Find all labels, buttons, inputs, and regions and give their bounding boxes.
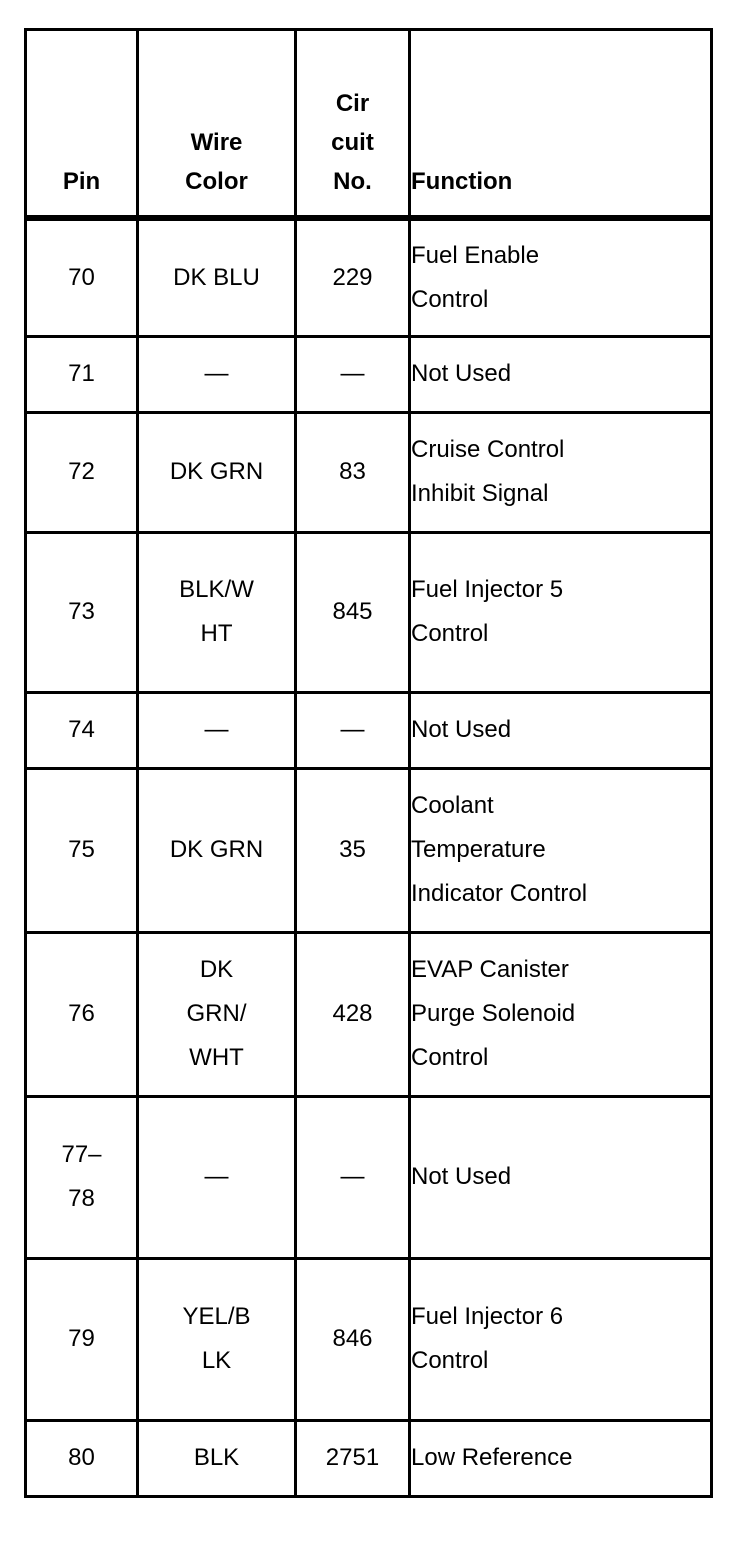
function-cell — [410, 1420, 712, 1496]
function-cell-line: Temperature — [411, 836, 546, 863]
wire-color-cell — [138, 218, 296, 336]
circuit-cell — [296, 218, 410, 336]
pin-cell — [26, 768, 138, 932]
function-cell-line: Control — [411, 1347, 489, 1374]
pinout-table — [24, 28, 713, 1498]
function-cell-line: Fuel Enable — [411, 241, 540, 269]
function-cell-line: Fuel Injector 6 — [411, 1303, 564, 1330]
pin-cell — [26, 336, 138, 412]
wire-color-cell — [138, 932, 296, 1096]
header-wire-line: Wire — [190, 129, 243, 156]
table-row — [26, 218, 712, 336]
pin-cell — [26, 1420, 138, 1496]
function-cell — [410, 412, 712, 532]
header-circuit-no — [296, 30, 410, 219]
function-cell — [410, 336, 712, 412]
table-row — [26, 1258, 712, 1420]
function-cell-line: Fuel Injector 5 — [411, 576, 564, 603]
circuit-cell-line: — — [340, 1163, 365, 1190]
function-cell — [410, 218, 712, 336]
wire-color-cell — [138, 412, 296, 532]
wire-color-cell-line: YEL/B — [182, 1303, 251, 1330]
wire-color-cell — [138, 1420, 296, 1496]
header-pin — [26, 30, 138, 219]
function-cell-line: Control — [411, 285, 489, 313]
circuit-cell-line: 35 — [339, 836, 366, 863]
table-row — [26, 412, 712, 532]
function-cell — [410, 768, 712, 932]
circuit-cell — [296, 692, 410, 768]
table-row — [26, 932, 712, 1096]
circuit-cell-line: 845 — [332, 598, 373, 625]
table-row — [26, 532, 712, 692]
wire-color-cell-line: DK GRN — [169, 458, 264, 485]
header-circuit-line: No. — [333, 168, 372, 195]
pin-cell-line: 74 — [68, 716, 95, 743]
pin-cell-line: 76 — [68, 1000, 95, 1027]
wire-color-cell-line: BLK — [193, 1444, 240, 1471]
pin-cell — [26, 1096, 138, 1258]
function-cell-line: Low Reference — [411, 1444, 573, 1471]
wire-color-cell — [138, 336, 296, 412]
wire-color-cell-line: — — [204, 1163, 229, 1190]
table-row — [26, 1096, 712, 1258]
function-cell-line: Indicator Control — [411, 880, 588, 907]
header-circuit-line: Cir — [335, 90, 370, 117]
circuit-cell-line: 428 — [332, 1000, 373, 1027]
circuit-cell — [296, 1420, 410, 1496]
function-cell — [410, 1096, 712, 1258]
header-function-line: Function — [411, 168, 513, 195]
pin-cell — [26, 218, 138, 336]
circuit-cell — [296, 768, 410, 932]
circuit-cell — [296, 532, 410, 692]
pin-cell — [26, 932, 138, 1096]
pin-cell — [26, 1258, 138, 1420]
pin-cell-line: 72 — [68, 458, 95, 485]
pin-cell-line: 73 — [68, 598, 95, 625]
function-cell-line: EVAP Canister — [411, 956, 569, 983]
function-cell-line: Not Used — [411, 716, 512, 743]
pin-cell — [26, 412, 138, 532]
circuit-cell-line: — — [340, 360, 365, 387]
table-row — [26, 1420, 712, 1496]
circuit-cell — [296, 1096, 410, 1258]
pin-cell-line: 79 — [68, 1325, 95, 1352]
function-cell — [410, 532, 712, 692]
pin-cell-line: 80 — [68, 1444, 95, 1471]
table-body — [26, 218, 712, 1496]
circuit-cell — [296, 412, 410, 532]
pin-cell — [26, 532, 138, 692]
function-cell-line: Purge Solenoid — [411, 1000, 576, 1027]
function-cell-line: Not Used — [411, 360, 512, 387]
wire-color-cell-line: WHT — [189, 1044, 244, 1071]
function-cell — [410, 932, 712, 1096]
header-row — [26, 30, 712, 219]
circuit-cell-line: 83 — [339, 458, 366, 485]
circuit-cell-line: — — [340, 716, 365, 743]
table-row — [26, 336, 712, 412]
header-wire-line: Color — [185, 168, 248, 195]
circuit-cell — [296, 932, 410, 1096]
pin-cell-line: 70 — [68, 263, 95, 291]
wire-color-cell-line: — — [204, 716, 229, 743]
wire-color-cell-line: DK BLU — [173, 263, 260, 291]
function-cell-line: Control — [411, 1044, 489, 1071]
wire-color-cell — [138, 768, 296, 932]
function-cell — [410, 692, 712, 768]
wire-color-cell-line: LK — [201, 1347, 232, 1374]
header-function — [410, 30, 712, 219]
pin-cell-line: 78 — [68, 1185, 95, 1212]
header-wire-color — [138, 30, 296, 219]
pin-cell-line: 71 — [68, 360, 95, 387]
function-cell-line: Not Used — [411, 1163, 512, 1190]
wire-color-cell-line: GRN/ — [186, 1000, 247, 1027]
pin-cell-line: 75 — [68, 836, 95, 863]
wire-color-cell-line: HT — [200, 620, 233, 647]
circuit-cell — [296, 336, 410, 412]
function-cell-line: Cruise Control — [411, 436, 565, 463]
circuit-cell — [296, 1258, 410, 1420]
function-cell-line: Coolant — [411, 792, 494, 819]
function-cell-line: Control — [411, 620, 489, 647]
circuit-cell-line: 846 — [332, 1325, 373, 1352]
circuit-cell-line: 2751 — [325, 1444, 380, 1471]
wire-color-cell — [138, 692, 296, 768]
wire-color-cell-line: DK GRN — [169, 836, 264, 863]
circuit-cell-line: 229 — [332, 263, 373, 291]
pin-cell — [26, 692, 138, 768]
wire-color-cell — [138, 1096, 296, 1258]
wire-color-cell-line: — — [204, 360, 229, 387]
table-header — [26, 30, 712, 219]
pin-cell-line: 77– — [61, 1141, 102, 1168]
table-row — [26, 768, 712, 932]
wire-color-cell-line: BLK/W — [179, 576, 254, 603]
header-pin-line: Pin — [62, 168, 101, 195]
header-circuit-line: cuit — [331, 129, 374, 156]
wire-color-cell — [138, 1258, 296, 1420]
wire-color-cell — [138, 532, 296, 692]
wire-color-cell-line: DK — [199, 956, 234, 983]
function-cell-line: Inhibit Signal — [411, 480, 549, 507]
function-cell — [410, 1258, 712, 1420]
table-row — [26, 692, 712, 768]
